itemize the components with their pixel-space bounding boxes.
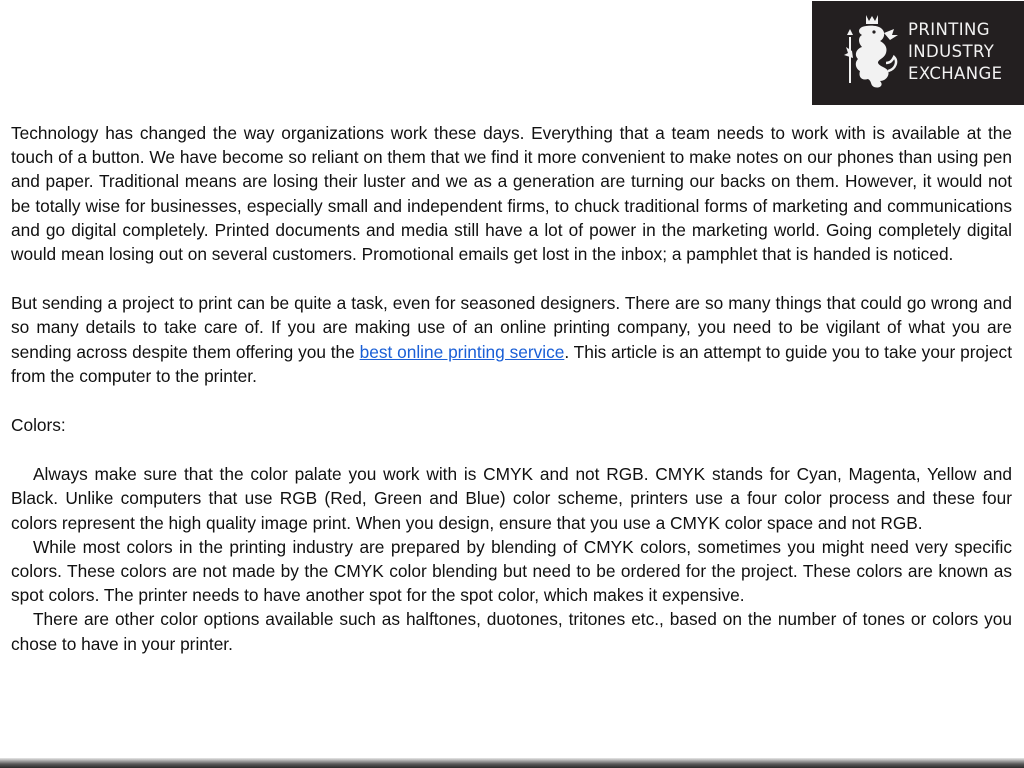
bottom-divider <box>0 758 1024 768</box>
colors-paragraph-2: While most colors in the printing industry are prepared by blending of CMYK colors, sometimes you might need very specific colors. These colors are not made by the CMYK color blending but need to be ordered for the project. These colors are known as spot colors. The printer needs to have another spot for the spot color, which makes it expensive. <box>11 536 1012 606</box>
logo-line-3: EXCHANGE <box>908 64 1003 83</box>
intro-paragraph-2 <box>11 291 1012 388</box>
best-online-printing-service-link[interactable]: best online printing service <box>359 341 565 362</box>
colors-paragraph-1: Always make sure that the color palate you work with is CMYK and not RGB. CMYK stands for Cyan, Magenta, Yellow and Black. Unlike computers that use RGB (Red, Green and Blue) color scheme, printers use a four color process and these four colors represent the high quality image print. When you design, ensure that you use a CMYK color space and not RGB. <box>11 464 1012 533</box>
intro-paragraph-2-text-start: But sending a project to print can be quite a task, even for seasoned designers. There are so many things that could go wrong and so many details to take care of. If you are making use of an online printing company, you need to be vigilant of what you are sending across despite them offering you the <box>11 293 1012 362</box>
logo-line-2: INDUSTRY <box>908 42 995 61</box>
colors-paragraph-3: There are other color options available such as halftones, duotones, tritones etc., based on the number of tones or colors you chose to have in your printer. <box>11 609 1012 654</box>
logo <box>812 1 1024 105</box>
article-body <box>11 121 1012 656</box>
intro-paragraph-1: Technology has changed the way organizations work these days. Everything that a team needs to work with is available at the touch of a button. We have become so reliant on them that we find it more convenient to make notes on our phones than using pen and paper. Traditional means are losing their luster and we as a generation are turning our backs on them. However, it would not be totally wise for businesses, especially small and independent firms, to chuck traditional forms of marketing and communications and go digital completely. Printed documents and media still have a lot of power in the marketing world. Going completely digital would mean losing out on several customers. Promotional emails get lost in the inbox; a pamphlet that is handed is noticed. <box>11 123 1012 265</box>
logo-line-1: PRINTING <box>908 20 990 39</box>
lion-crest-icon <box>844 13 900 91</box>
intro-paragraph-2-text-end: . This article is an attempt to guide you to take your project from the computer to the printer. <box>11 341 1012 386</box>
colors-heading: Colors: <box>11 415 66 436</box>
logo-wordmark <box>908 19 1003 85</box>
